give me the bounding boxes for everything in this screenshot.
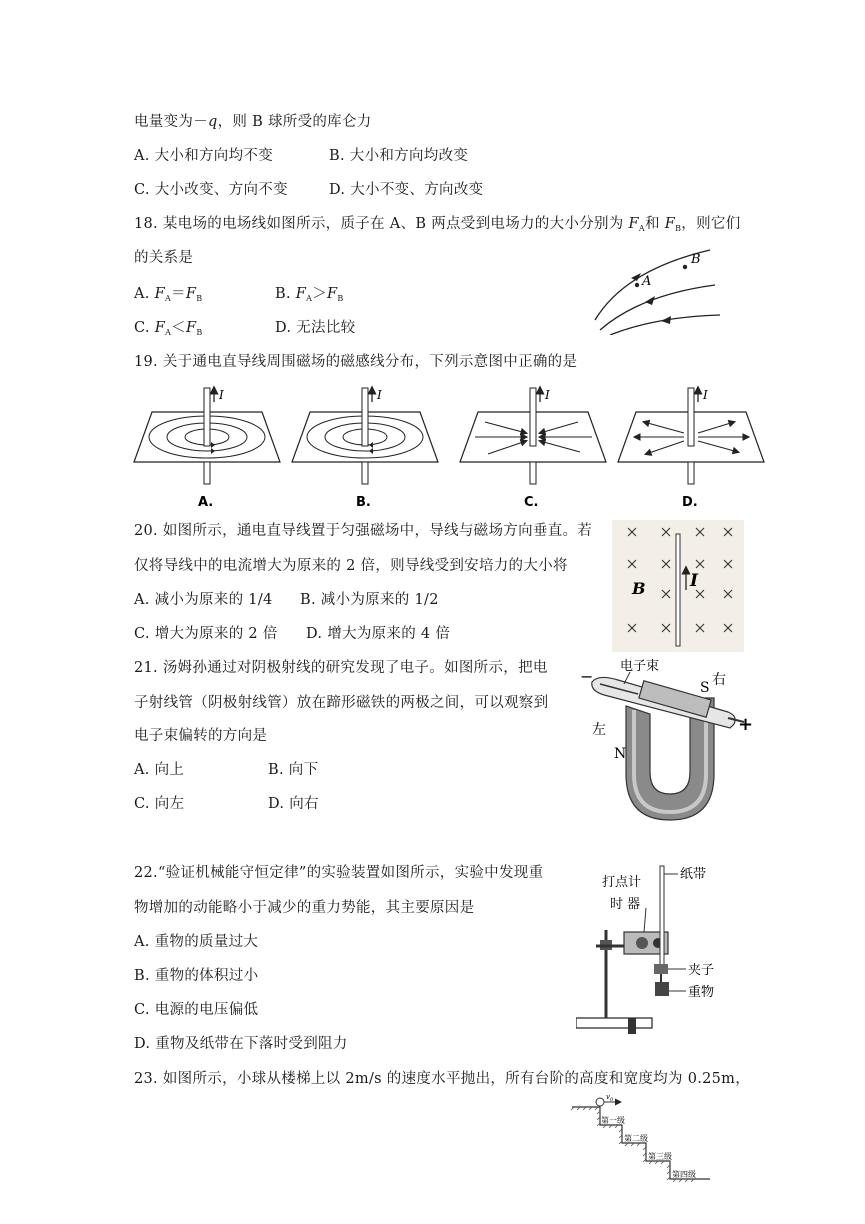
right-label: 右 bbox=[712, 672, 726, 688]
q20-option-c: C. 增大为原来的 2 倍 bbox=[134, 626, 278, 642]
q22-stem-line1: 22.“验证机械能守恒定律”的实验装置如图所示，实验中发现重 bbox=[134, 865, 544, 881]
clip-label: 夹子 bbox=[688, 963, 715, 978]
q20-option-b: B. 减小为原来的 1/2 bbox=[300, 592, 439, 608]
q18-option-a: A. $F_A=F_B$ bbox=[134, 286, 203, 303]
q21-option-d: D. 向右 bbox=[268, 796, 319, 812]
q18-option-c: C. $F_A<F_B$ bbox=[134, 320, 203, 337]
q21-cathode-ray-figure bbox=[578, 654, 756, 832]
q23-stairs-figure bbox=[570, 1095, 720, 1190]
point-b bbox=[683, 265, 687, 269]
q21-option-b: B. 向下 bbox=[268, 762, 319, 778]
q20-stem-line2: 仅将导线中的电流增大为原来的 2 倍，则导线受到安培力的大小将 bbox=[134, 558, 568, 574]
q19-label-d: D. bbox=[682, 495, 698, 510]
q19-options-figure bbox=[130, 382, 780, 512]
tape-label: 纸带 bbox=[680, 867, 707, 882]
q21-stem-line3: 电子束偏转的方向是 bbox=[134, 728, 268, 744]
q20-magnetic-field-figure bbox=[612, 520, 744, 652]
q19-diagram-d bbox=[618, 388, 764, 510]
q20-option-d: D. 增大为原来的 4 倍 bbox=[306, 626, 451, 642]
clip bbox=[654, 964, 668, 974]
v0-label: $v_0$ bbox=[606, 1095, 614, 1103]
s-pole-label: S bbox=[700, 680, 710, 696]
q18-field-lines-figure bbox=[585, 245, 725, 335]
q22-apparatus-figure bbox=[576, 858, 750, 1036]
q23-stem-line1: 23. 如图所示，小球从楼梯上以 2m/s 的速度水平抛出，所有台阶的高度和宽度均为 0.25m， bbox=[134, 1071, 751, 1087]
weight bbox=[655, 982, 669, 996]
electron-beam-label: 电子束 bbox=[620, 659, 660, 674]
q19-diagram-b bbox=[292, 388, 438, 510]
q20-stem-line1: 20. 如图所示，通电直导线置于匀强磁场中，导线与磁场方向垂直。若 bbox=[134, 523, 593, 539]
timer-label-1: 打点计 bbox=[602, 875, 642, 890]
positive-terminal: + bbox=[738, 714, 754, 735]
q17-option-d: D. 大小不变、方向改变 bbox=[329, 182, 484, 198]
q22-option-b: B. 重物的体积过小 bbox=[134, 968, 259, 984]
q18-option-d: D. 无法比较 bbox=[275, 320, 356, 336]
q18-stem-line1: 18. 某电场的电场线如图所示，质子在 A、B 两点受到电场力的大小分别为 $F_A$和 $F_B$，则它们 bbox=[134, 216, 741, 233]
q17-stem-continuation: 电量变为－q，则 B 球所受的库仑力 bbox=[134, 114, 372, 130]
point-b-label: B bbox=[691, 252, 701, 267]
weight-label: 重物 bbox=[688, 985, 715, 1000]
field-line-2 bbox=[600, 285, 715, 330]
q20-option-a: A. 减小为原来的 1/4 bbox=[134, 592, 273, 608]
q19-diagram-a bbox=[134, 388, 280, 510]
q21-option-c: C. 向左 bbox=[134, 796, 185, 812]
timer-label-2: 时 器 bbox=[610, 897, 641, 912]
q21-option-a: A. 向上 bbox=[134, 762, 185, 778]
field-arrow-2 bbox=[645, 296, 655, 305]
q21-stem-line2: 子射线管（阴极射线管）放在蹄形磁铁的两极之间，可以观察到 bbox=[134, 695, 549, 711]
q22-option-a: A. 重物的质量过大 bbox=[134, 934, 259, 950]
step-3-label: 第三级 bbox=[648, 1152, 672, 1161]
stair-profile bbox=[572, 1107, 710, 1179]
point-a-label: A bbox=[642, 274, 652, 289]
svg-text:I: I bbox=[545, 388, 550, 402]
step-1-label: 第一级 bbox=[601, 1116, 625, 1125]
q19-diagram-c bbox=[460, 388, 606, 510]
q17-option-a: A. 大小和方向均不变 bbox=[134, 148, 273, 164]
q19-stem: 19. 关于通电直导线周围磁场的磁感线分布，下列示意图中正确的是 bbox=[134, 354, 578, 370]
q22-option-d: D. 重物及纸带在下落时受到阻力 bbox=[134, 1036, 348, 1052]
step-2-label: 第二级 bbox=[624, 1134, 648, 1143]
step-4-label: 第四级 bbox=[672, 1170, 696, 1179]
left-label: 左 bbox=[592, 722, 606, 738]
field-label: B bbox=[632, 579, 646, 598]
q18-stem-line2: 的关系是 bbox=[134, 250, 194, 266]
q19-label-b: B. bbox=[356, 495, 371, 510]
svg-text:I: I bbox=[703, 388, 708, 402]
q18-option-b: B. $F_A>F_B$ bbox=[275, 286, 344, 303]
q22-option-c: C. 电源的电压偏低 bbox=[134, 1002, 259, 1018]
field-line-3 bbox=[610, 315, 720, 335]
n-pole-label: N bbox=[614, 746, 627, 762]
svg-text:I: I bbox=[377, 388, 382, 402]
q21-stem-line1: 21. 汤姆孙通过对阴极射线的研究发现了电子。如图所示，把电 bbox=[134, 660, 548, 676]
paper-tape bbox=[660, 866, 664, 968]
q19-label-c: C. bbox=[524, 495, 539, 510]
q17-option-b: B. 大小和方向均改变 bbox=[329, 148, 469, 164]
ball bbox=[596, 1098, 604, 1106]
point-a bbox=[635, 283, 639, 287]
q17-option-c: C. 大小改变、方向不变 bbox=[134, 182, 288, 198]
stand-base bbox=[576, 1018, 652, 1028]
q19-label-a: A. bbox=[198, 495, 214, 510]
current-label: I bbox=[690, 571, 698, 591]
negative-terminal: − bbox=[580, 667, 594, 686]
q22-stem-line2: 物增加的动能略小于减少的重力势能，其主要原因是 bbox=[134, 900, 475, 916]
svg-text:I: I bbox=[219, 388, 224, 402]
